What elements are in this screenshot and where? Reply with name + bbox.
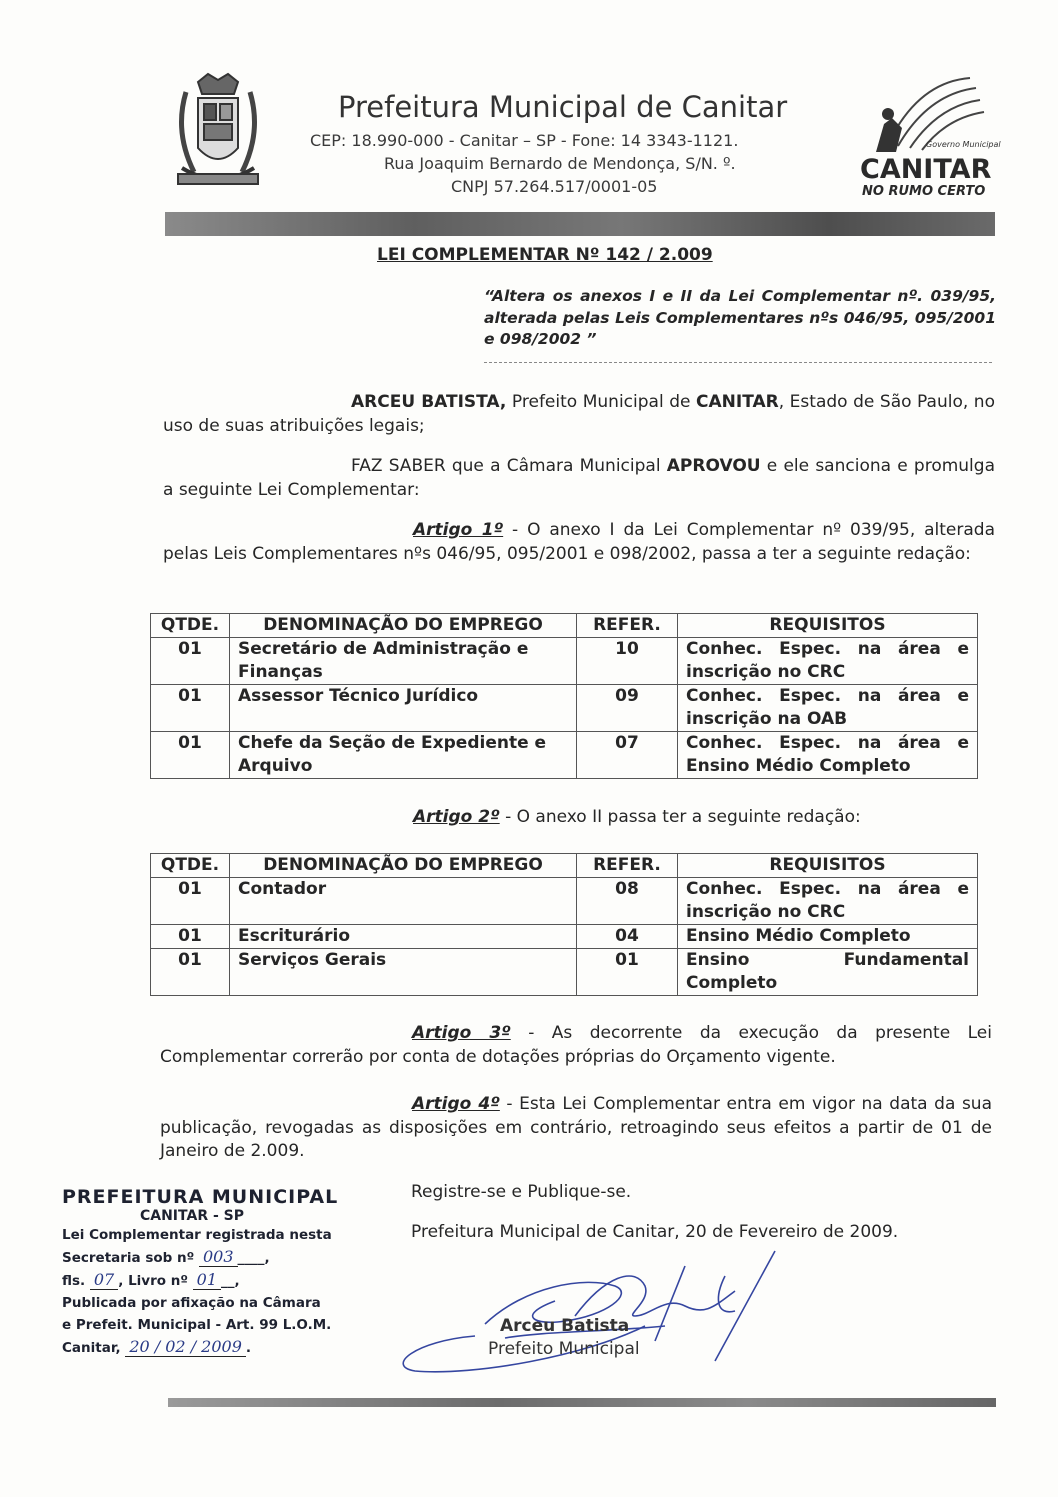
header-title: Prefeitura Municipal de Canitar (338, 90, 788, 124)
stamp-fls-label: fls. (62, 1273, 86, 1289)
signatory-role: Prefeito Municipal (488, 1339, 640, 1359)
col-refer: REFER. (577, 614, 678, 638)
cell-req: Conhec. Espec. na área e Ensino Médio Completo (678, 732, 978, 779)
cell-denom: Serviços Gerais (230, 949, 577, 996)
article-1 (163, 519, 995, 566)
cell-req: Ensino Médio Completo (678, 925, 978, 949)
table-row (151, 638, 978, 685)
cell-refer: 04 (577, 925, 678, 949)
article-4-text: - Esta Lei Complementar entra em vigor na data da sua publicação, revogadas as disposições em contrário, retroagindo seus efeitos a partir de 01 de Janeiro de 2.009. (160, 1094, 992, 1161)
cell-denom: Contador (230, 878, 577, 925)
cell-qtde: 01 (151, 925, 230, 949)
stamp-line-2: CANITAR - SP (139, 1208, 244, 1224)
col-req: REQUISITOS (678, 854, 978, 878)
table-header-row (151, 854, 978, 878)
cell-denom: Chefe da Seção de Expediente e Arquivo (230, 732, 577, 779)
preamble-text-b: , Estado de São Paulo, no uso de suas atribuições legais; (163, 392, 995, 436)
article-3 (160, 1022, 992, 1069)
header-address-street: Rua Joaquim Bernardo de Mendonça, S/N. º. (384, 154, 736, 173)
canitar-logo (858, 74, 1001, 204)
law-ementa: “Altera os anexos I e II da Lei Complementar nº. 039/95, alterada pelas Leis Complementares nºs 046/95, 095/2001 e 098/2002 ” (484, 287, 996, 348)
cell-refer: 08 (577, 878, 678, 925)
stamp-line-3: Lei Complementar registrada nesta (62, 1227, 332, 1243)
article-2 (163, 806, 995, 830)
ementa-divider (484, 362, 992, 363)
col-denom: DENOMINAÇÃO DO EMPREGO (230, 614, 577, 638)
stamp-line-1: PREFEITURA MUNICIPAL (62, 1186, 339, 1208)
annex-1-table (150, 613, 978, 779)
stamp-number-handwritten: 003 (199, 1247, 238, 1267)
approved-word: APROVOU (666, 456, 761, 476)
stamp-line-6: Publicada por afixação na Câmara (62, 1295, 321, 1311)
table-row (151, 925, 978, 949)
article-4-label: Artigo 4º (412, 1094, 500, 1114)
proclamation-text-a: FAZ SABER que a Câmara Municipal (351, 456, 667, 476)
cell-req: Conhec. Espec. na área e inscrição no CRC (678, 878, 978, 925)
annex-2-table (150, 853, 978, 996)
col-refer: REFER. (577, 854, 678, 878)
col-qtde: QTDE. (151, 614, 230, 638)
signatory-name: Arceu Batista (500, 1316, 630, 1336)
coat-of-arms-icon (168, 72, 268, 194)
cell-refer: 10 (577, 638, 678, 685)
stamp-fls-handwritten: 07 (90, 1270, 118, 1290)
cell-denom: Escriturário (230, 925, 577, 949)
header-address-cep: CEP: 18.990-000 - Canitar – SP - Fone: 14 3343-1121. (310, 131, 739, 150)
article-3-text: - As decorrente da execução da presente Lei Complementar correrão por conta de dotações próprias do Orçamento vigente. (160, 1023, 992, 1067)
cell-req: Ensino Fundamental Completo (678, 949, 978, 996)
cell-denom: Assessor Técnico Jurídico (230, 685, 577, 732)
cell-refer: 09 (577, 685, 678, 732)
law-title: LEI COMPLEMENTAR Nº 142 / 2.009 (377, 245, 713, 265)
cell-qtde: 01 (151, 638, 230, 685)
logo-main-text: CANITAR (860, 154, 992, 185)
stamp-livro-handwritten: 01 (193, 1270, 221, 1290)
article-2-label: Artigo 2º (413, 807, 500, 827)
article-3-label: Artigo 3º (412, 1023, 511, 1043)
stamp-livro-label: , Livro nº (118, 1273, 188, 1289)
col-qtde: QTDE. (151, 854, 230, 878)
logo-small-text: Governo Municipal (926, 140, 1001, 149)
cell-req: Conhec. Espec. na área e inscrição na OAB (678, 685, 978, 732)
article-1-label: Artigo 1º (413, 520, 504, 540)
col-req: REQUISITOS (678, 614, 978, 638)
proclamation-paragraph (163, 455, 995, 502)
stamp-canitar-label: Canitar, (62, 1340, 121, 1356)
stamp-line-4: Secretaria sob nº 003 ____, (62, 1247, 270, 1266)
mayor-name: ARCEU BATISTA, (351, 392, 507, 412)
cell-denom: Secretário de Administração e Finanças (230, 638, 577, 685)
article-4 (160, 1093, 992, 1164)
registration-stamp (62, 1186, 362, 1359)
table-row (151, 949, 978, 996)
stamp-date-handwritten: 20 / 02 / 2009 (125, 1337, 246, 1357)
article-1-text: - O anexo I da Lei Complementar nº 039/95, alterada pelas Leis Complementares nºs 046/95, 095/2001 e 098/2002, passa a ter a seguinte redação: (163, 520, 995, 564)
place-and-date: Prefeitura Municipal de Canitar, 20 de Fevereiro de 2009. (411, 1222, 899, 1242)
cell-qtde: 01 (151, 685, 230, 732)
cell-qtde: 01 (151, 732, 230, 779)
header-band (165, 212, 995, 236)
stamp-line-8: Canitar, 20 / 02 / 2009 . (62, 1337, 252, 1356)
preamble-paragraph (163, 391, 995, 438)
stamp-line-5: fls. 07 , Livro nº 01 __, (62, 1270, 240, 1289)
signature-icon (385, 1246, 785, 1381)
proclamation-text-b: e ele sanciona e promulga a seguinte Lei Complementar: (163, 456, 995, 500)
cell-refer: 07 (577, 732, 678, 779)
table-header-row (151, 614, 978, 638)
article-2-text: - O anexo II passa ter a seguinte redação: (499, 807, 861, 827)
footer-band (168, 1398, 996, 1407)
cell-refer: 01 (577, 949, 678, 996)
table-row (151, 732, 978, 779)
city-name: CANITAR (696, 392, 779, 412)
cell-req: Conhec. Espec. na área e inscrição no CRC (678, 638, 978, 685)
logo-slogan-text: NO RUMO CERTO (862, 184, 986, 199)
register-publish: Registre-se e Publique-se. (411, 1182, 632, 1202)
preamble-text-a: Prefeito Municipal de (506, 392, 697, 412)
table-row (151, 685, 978, 732)
cell-qtde: 01 (151, 878, 230, 925)
stamp-secretaria-label: Secretaria sob nº (62, 1250, 195, 1266)
stamp-line-7: e Prefeit. Municipal - Art. 99 L.O.M. (62, 1317, 332, 1333)
table-row (151, 878, 978, 925)
col-denom: DENOMINAÇÃO DO EMPREGO (230, 854, 577, 878)
cell-qtde: 01 (151, 949, 230, 996)
header-cnpj: CNPJ 57.264.517/0001-05 (451, 177, 658, 196)
